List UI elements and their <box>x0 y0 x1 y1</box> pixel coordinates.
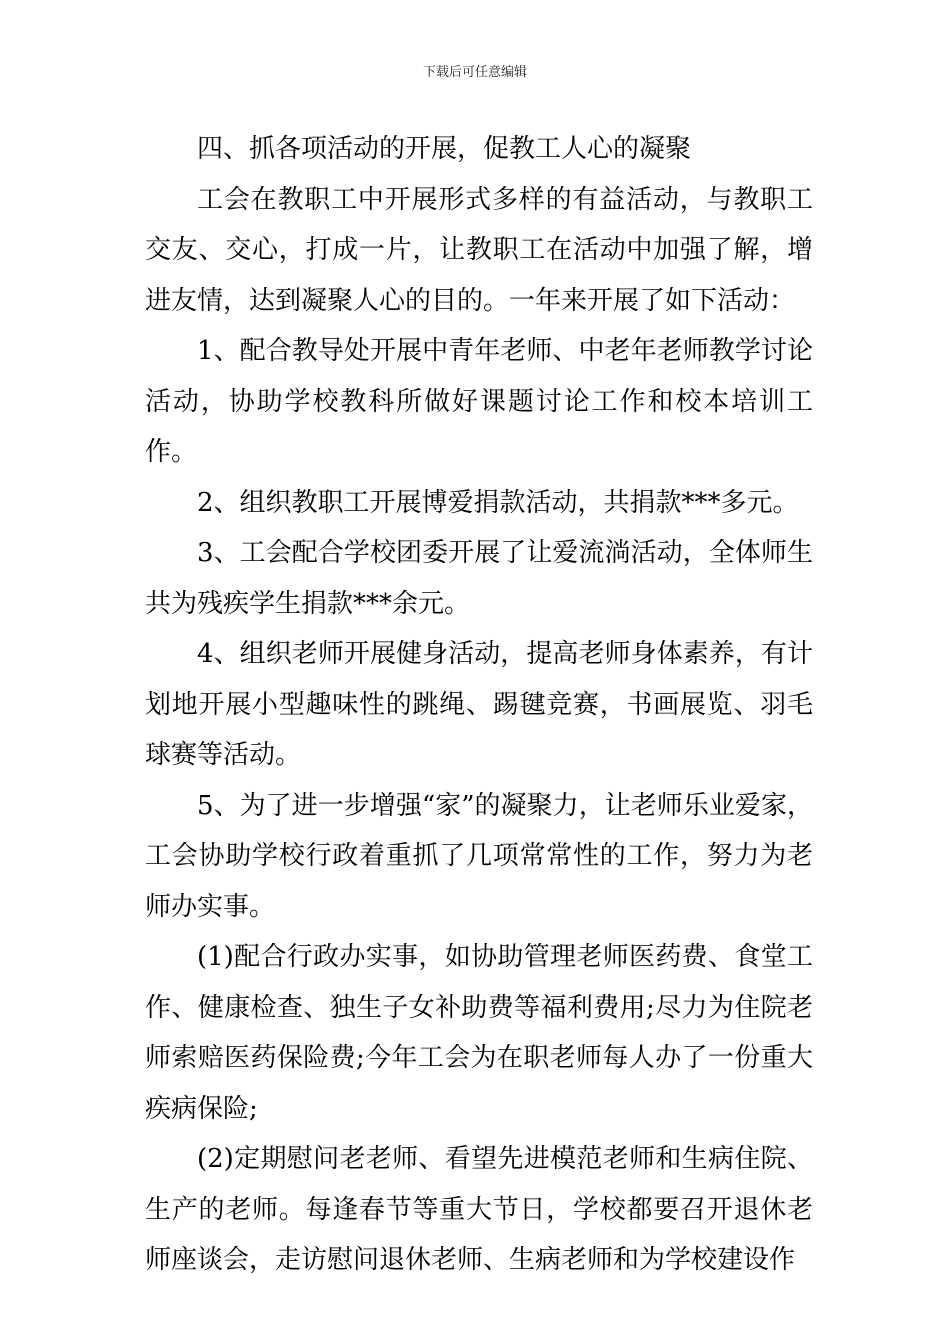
paragraph-item-2: 2、组织教职工开展博爱捐款活动，共捐款***多元。 <box>197 487 799 518</box>
paragraph-item-3: 3、工会配合学校团委开展了让爱流淌活动，全体师生共为残疾学生捐款***余元。 <box>145 538 813 619</box>
paragraph-item-5: 5、为了进一步增强“家”的凝聚力，让老师乐业爱家，工会协助学校行政着重抓了几项常常性的工作，努力为老师办实事。 <box>145 790 813 922</box>
paragraph-subitem-2: (2)定期慰问老老师、看望先进模范老师和生病住院、生产的老师。每逢春节等重大节日，学校都要召开退休老师座谈会，走访慰问退休老师、生病老师和为学校建设作 <box>145 1144 813 1275</box>
page-header: 下载后可任意编辑 <box>422 65 527 80</box>
paragraph-intro: 工会在教职工中开展形式多样的有益活动，与教职工交友、交心，打成一片，让教职工在活动中加强了解，增进友情，达到凝聚人心的目的。一年来开展了如下活动： <box>145 184 813 316</box>
paragraph-item-1: 1、配合教导处开展中青年老师、中老年老师教学讨论活动，协助学校教科所做好课题讨论工作和校本培训工作。 <box>145 336 813 467</box>
section-heading: 四、抓各项活动的开展，促教工人心的凝聚 <box>197 134 692 164</box>
document-body <box>145 124 813 1286</box>
paragraph-subitem-1: (1)配合行政办实事，如协助管理老师医药费、食堂工作、健康检查、独生子女补助费等福利费用;尽力为住院老师索赔医药保险费;今年工会为在职老师每人办了一份重大疾病保险; <box>145 942 813 1124</box>
paragraph-item-4: 4、组织老师开展健身活动，提高老师身体素养，有计划地开展小型趣味性的跳绳、踢毽竞赛，书画展览、羽毛球赛等活动。 <box>145 639 813 770</box>
